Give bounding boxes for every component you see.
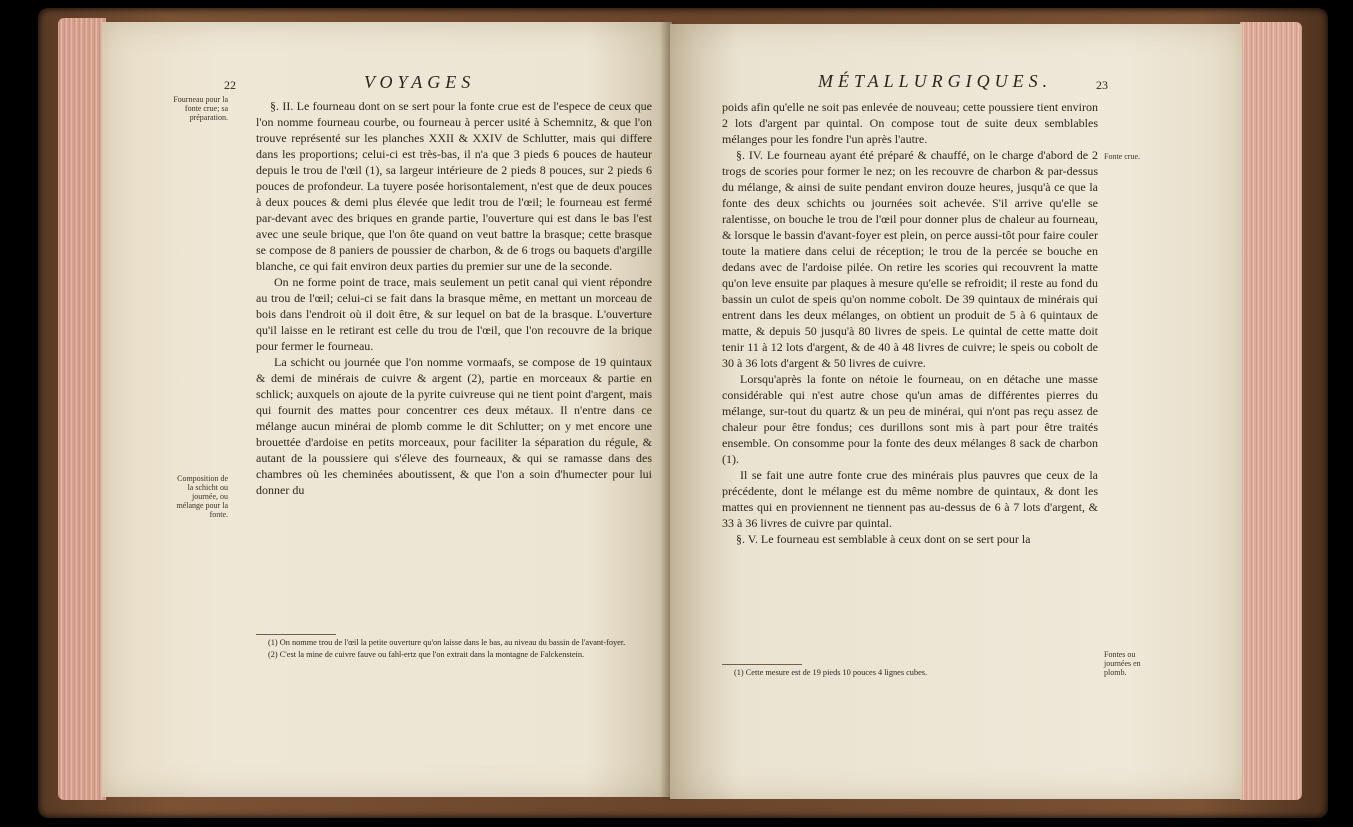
page-edges-left — [58, 18, 106, 800]
paragraph: §. V. Le fourneau est semblable à ceux dont on se sert pour la — [736, 532, 1031, 546]
paragraph: poids afin qu'elle ne soit pas enlevée de nouveau; cette poussiere tient environ 2 lots d'argent par quintal. On compose tout de suite deux semblables mélanges pour les fondre l'un après l'autre. — [722, 100, 1098, 146]
footnote-rule — [722, 664, 802, 665]
margin-note-furnace: Fourneau pour la fonte crue; sa préparation. — [173, 95, 228, 122]
margin-note-fontes-plomb: Fontes ou journées en plomb. — [1104, 650, 1141, 677]
paragraph: §. IV. Le fourneau ayant été préparé & chauffé, on le charge d'abord de 2 trogs de scories pour former le nez; on les recouvre de charbon & par-dessus du mélange, & ainsi de suite pendant environ douze heures, jusqu'à ce que la fonte des deux schichts ou journées soit achevée. S'il arrive qu'elle se ralentisse, on bouche le trou de l'œil pour donner plus de chaleur au fourneau, & lorsque le bassin d'avant-foyer est plein, on perce aussi-tôt pour faire couler toute la matiere dans celui de réception; le trou de la percée se bouche en dedans avec de l'ardoise pilée. On retire les scories qui recouvrent la matte qu'on leve ensuite par plaques à mesure qu'elle se refroidit; il reste au fond du bassin un culot de speis qu'on nomme cobolt. De 39 quintaux de minérais qui entrent dans les deux mélanges, on obtient un produit de 5 à 6 quintaux de matte, & depuis 50 jusqu'à 80 livres de speis. Le quintal de cette matte doit tenir 11 à 12 lots d'argent, & de 40 à 48 livres de cuivre; le speis ou cobolt de 30 à 36 lots d'argent & 50 livres de cuivre. — [722, 148, 1098, 370]
paragraph: Il se fait une autre fonte crue des minérais plus pauvres que ceux de la précédente, dont le mélange est du même nombre de quintaux, & dont les mattes qui en proviennent ne tiennent pas au-dessus de 6 à 7 lots d'argent, & 33 à 36 livres de cuivre par quintal. — [722, 468, 1098, 530]
right-footnotes — [722, 668, 1098, 680]
paragraph: La schicht ou journée que l'on nomme vormaafs, se compose de 19 quintaux & demi de minérais de cuivre & argent (2), partie en morceaux & partie en schlick; auxquels on ajoute de la pyrite cuivreuse qui ne tient point d'argent, mais qui fournit des mattes pour concentrer ces deux métaux. Il n'entre dans ce mélange aucun minérai de plomb comme le dit Schlutter; on y met encore une brouettée d'ardoise en petits morceaux, pour faciliter la séparation du régule, & autant de la poussiere qui s'éleve des fourneaux, & qui se ramasse dans des chambres où les cheminées aboutissent, & que l'on a soin d'humecter pour lui donner du — [256, 355, 652, 497]
paragraph: Lorsqu'après la fonte on nétoie le fourneau, on en détache une masse considérable qui n'est autre chose qu'un amas de différentes pierres du mélange, sur-tout du quartz & un peu de minérai, qui n'ont pas reçu assez de chaleur pour être fondus; ces durillons sont mis à part pour être traités ensemble. On consomme pour la fonte des deux mélanges 8 sack de charbon (1). — [722, 372, 1098, 466]
page-number-right: 23 — [1096, 78, 1108, 92]
paragraph: §. II. Le fourneau dont on se sert pour la fonte crue est de l'espece de ceux que l'on nomme fourneau courbe, ou fourneau à percer usité à Schemnitz, & que l'on trouve représenté sur les planches XXII & XXIV de Schlutter, mais qui differe dans les proportions; celui-ci est très-bas, il n'a que 3 pieds 6 pouces de hauteur depuis le trou de l'œil (1), sa largeur intérieure de 2 pieds 8 pouces, sur 2 pieds 6 pouces de profondeur. La tuyere posée horisontalement, n'est que de deux pouces à deux pouces & demi plus élevée que ledit trou de l'œil; le fourneau est fermé par-devant avec des briques en grande partie, l'ouverture qui est dans le bas l'est avec une seule brique, que l'on ôte quand on veut battre la brasque; cette brasque se compose de 8 paniers de poussier de charbon, & de 6 trogs ou baquets d'argille blanche, ce qui fait environ deux parties du premier sur une de la seconde. — [256, 99, 652, 273]
footnote: (2) C'est la mine de cuivre fauve ou fahl-ertz que l'on extrait dans la montagne de Falckenstein. — [268, 649, 585, 659]
footnote: (1) Cette mesure est de 19 pieds 10 pouces 4 lignes cubes. — [734, 668, 928, 677]
margin-note-fonte-crue: Fonte crue. — [1104, 152, 1140, 161]
left-page — [102, 22, 672, 797]
running-head-right: MÉTALLURGIQUES. — [818, 71, 1053, 91]
left-body — [256, 98, 652, 498]
paragraph: On ne forme point de trace, mais seulement un petit canal qui vient répondre au trou de l'œil; celui-ci se fait dans la brasque même, en mettant un morceau de bois dans l'endroit où il doit être, & sur lequel on bat de la brasque. L'ouverture qu'il laisse en le retirant est celle du trou de l'œil, que l'on recouvre de la brique pour fermer le fourneau. — [256, 275, 652, 353]
footnote-rule — [256, 634, 336, 635]
right-body — [722, 99, 1098, 547]
margin-note-schicht: Composition de la schicht ou journée, ou mélange pour la fonte. — [176, 474, 228, 519]
right-page — [670, 24, 1242, 799]
page-edges-right — [1240, 22, 1302, 800]
footnote: (1) On nomme trou de l'œil la petite ouverture qu'on laisse dans le bas, au niveau du bassin de l'avant-foyer. — [268, 638, 626, 647]
left-footnotes — [256, 638, 652, 661]
running-head-left: VOYAGES — [364, 72, 476, 92]
page-number-left: 22 — [224, 78, 236, 92]
